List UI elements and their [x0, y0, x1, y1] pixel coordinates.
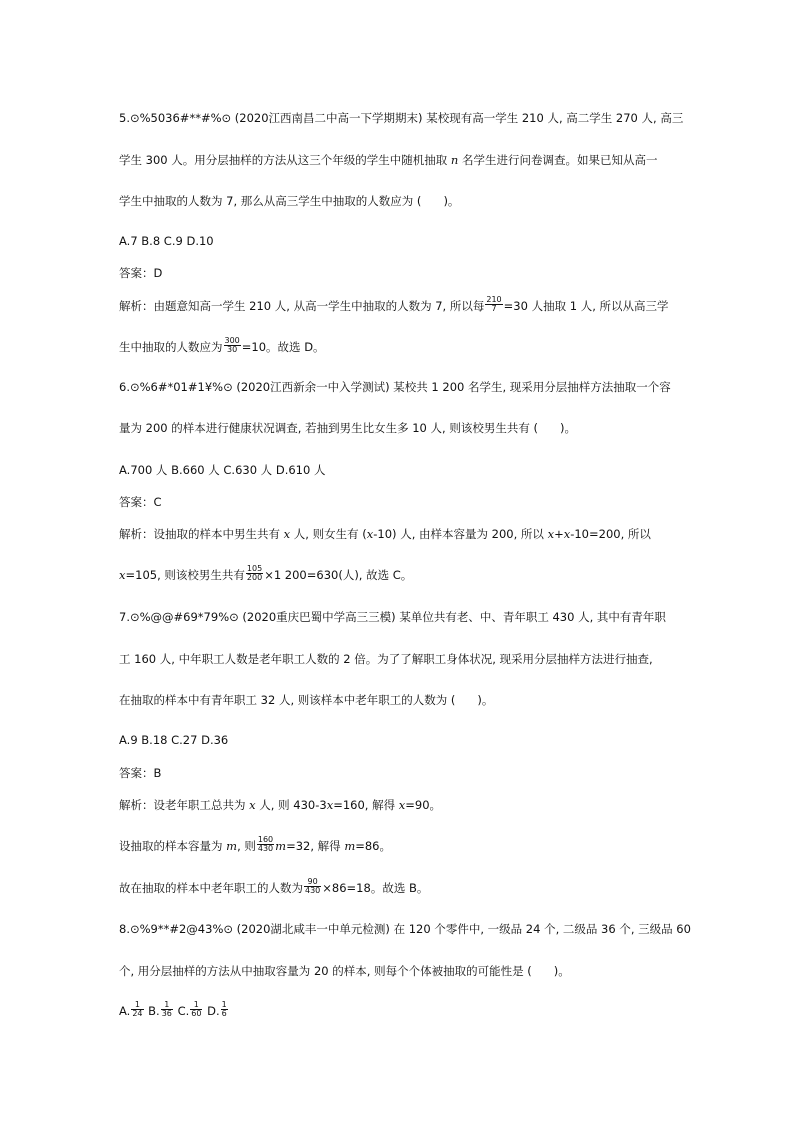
q6-options: A.700 人 B.660 人 C.630 人 D.610 人	[119, 463, 326, 477]
q5-line-3: 学生中抽取的人数为 7, 那么从高三学生中抽取的人数应为 ( )。	[119, 194, 460, 208]
q7-line-2: 工 160 人, 中年职工人数是老年职工人数的 2 倍。为了了解职工身体状况, 现采用分层抽样方法进行抽查,	[119, 652, 653, 666]
q6-answer: 答案：C	[119, 495, 162, 509]
fraction: $\frac{210}{7}$	[486, 295, 502, 313]
q6-line-2: 量为 200 的样本进行健康状况调查, 若抽到男生比女生多 10 人, 则该校男生共有 ( )。	[119, 421, 576, 435]
q7-line-1: 7.⊙%@@#69*79%⊙ (2020重庆巴蜀中学高三三模) 某单位共有老、中、青年职工 430 人, 其中有青年职	[119, 610, 666, 624]
fraction: $\frac{1}{24}$	[132, 1000, 143, 1018]
fraction: $\frac{90}{430}$	[305, 877, 321, 895]
fraction: $\frac{300}{30}$	[224, 336, 240, 354]
q7-answer: 答案：B	[119, 766, 162, 780]
q7-analysis-3: 故在抽取的样本中老年职工的人数为 $\frac{90}{430}$ ×86=18。故选 B。	[119, 877, 429, 895]
q6-analysis-1: 解析：设抽取的样本中男生共有 x 人, 则女生有 (x-10) 人, 由样本容量为 200, 所以 x+x-10=200, 所以	[119, 527, 651, 541]
fraction: $\frac{160}{430}$	[257, 835, 274, 853]
q5-line-2: 学生 300 人。用分层抽样的方法从这三个年级的学生中随机抽取 n 名学生进行问卷调查。如果已知从高一	[119, 153, 658, 167]
q5-options: A.7 B.8 C.9 D.10	[119, 234, 214, 248]
q7-line-3: 在抽取的样本中有青年职工 32 人, 则该样本中老年职工的人数为 ( )。	[119, 693, 494, 707]
fraction: $\frac{1}{36}$	[161, 1000, 172, 1018]
q5-analysis-2: 生中抽取的人数应为 $\frac{300}{30}$ =10。故选 D。	[119, 336, 325, 354]
q7-analysis-2: 设抽取的样本容量为 m, 则 $\frac{160}{430}$ m=32, 解得 m=86。	[119, 835, 391, 853]
q6-analysis-2: x=105, 则该校男生共有 $\frac{105}{200}$ ×1 200=630(人), 故选 C。	[119, 564, 413, 582]
q8-options: A. $\frac{1}{24}$ B. $\frac{1}{36}$ C. $\frac{1}{60}$ D. $\frac{1}{6}$	[119, 1000, 227, 1018]
q8-line-1: 8.⊙%9**#2@43%⊙ (2020湖北咸丰一中单元检测) 在 120 个零件中, 一级品 24 个, 二级品 36 个, 三级品 60	[119, 922, 691, 936]
fraction: $\frac{1}{6}$	[221, 1000, 227, 1018]
q6-line-1: 6.⊙%6#*01#1¥%⊙ (2020江西新余一中入学测试) 某校共 1 200 名学生, 现采用分层抽样方法抽取一个容	[119, 380, 671, 394]
fraction: $\frac{1}{60}$	[191, 1000, 202, 1018]
q7-analysis-1: 解析：设老年职工总共为 x 人, 则 430-3x=160, 解得 x=90。	[119, 798, 442, 812]
q5-line-1: 5.⊙%5036#**#%⊙ (2020江西南昌二中高一下学期期末) 某校现有高一学生 210 人, 高二学生 270 人, 高三	[119, 111, 684, 125]
q8-line-2: 个, 用分层抽样的方法从中抽取容量为 20 的样本, 则每个个体被抽取的可能性是 ( )。	[119, 964, 570, 978]
fraction: $\frac{105}{200}$	[246, 564, 263, 582]
q7-options: A.9 B.18 C.27 D.36	[119, 733, 229, 747]
q5-answer: 答案：D	[119, 266, 163, 280]
q5-analysis-1: 解析：由题意知高一学生 210 人, 从高一学生中抽取的人数为 7, 所以每 $\frac{210}{7}$ =30 人抽取 1 人, 所以从高三学	[119, 295, 669, 313]
